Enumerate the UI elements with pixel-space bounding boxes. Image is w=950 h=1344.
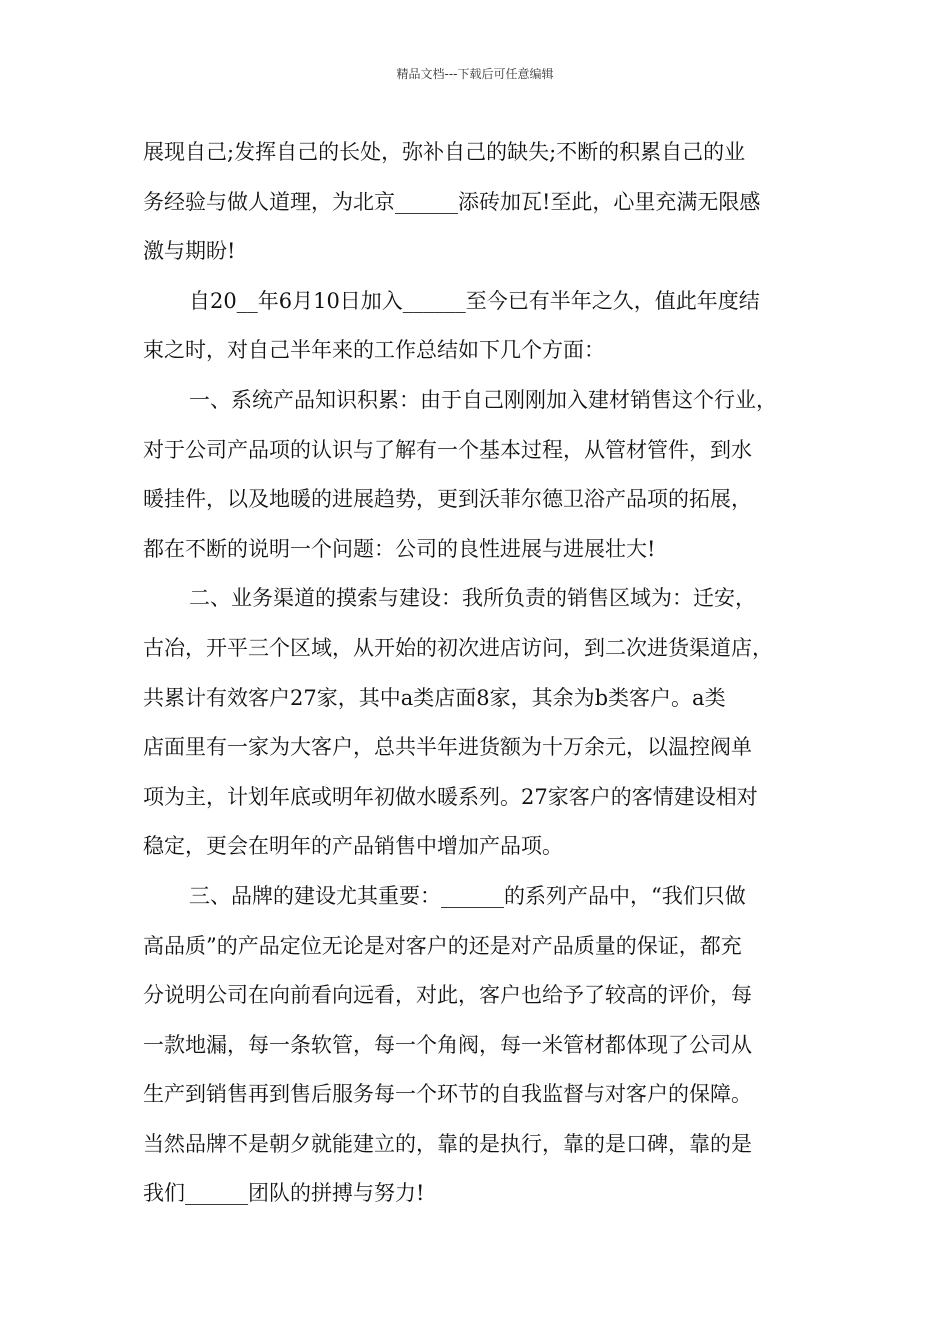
text-line: 古冶，开平三个区域，从开始的初次进店访问，到二次进货渠道店， <box>143 635 773 660</box>
text-line: 一款地漏，每一条软管，每一个角阀，每一米管材都体现了公司从 <box>143 1032 752 1057</box>
text-line: 生产到销售再到售后服务每一个环节的自我监督与对客户的保障。 <box>143 1082 752 1107</box>
text-line: 三、品牌的建设尤其重要：______的系列产品中，“我们只做 <box>189 883 746 908</box>
paragraph-2 <box>143 277 829 376</box>
text-line: 二、业务渠道的摸索与建设：我所负责的销售区域为：迁安， <box>189 586 756 611</box>
text-line: 自20__年6月10日加入______至今已有半年之久，值此年度结 <box>189 288 760 313</box>
text-line: 分说明公司在向前看向远看，对此，客户也给予了较高的评价，每 <box>143 983 752 1008</box>
text-line: 暖挂件，以及地暖的进展趋势，更到沃菲尔德卫浴产品项的拓展， <box>143 487 752 512</box>
text-line: 我们______团队的拼搏与努力! <box>143 1181 425 1206</box>
paragraph-5 <box>143 872 829 1219</box>
text-line: 束之时，对自己半年来的工作总结如下几个方面： <box>143 338 605 363</box>
text-line: 务经验与做人道理，为北京______添砖加瓦!至此，心里充满无限感 <box>143 189 761 214</box>
text-line: 店面里有一家为大客户，总共半年进货额为十万余元，以温控阀单 <box>143 735 752 760</box>
text-line: 共累计有效客户27家，其中a类店面8家，其余为b类客户。a类 <box>143 685 726 710</box>
paragraph-1 <box>143 128 829 277</box>
text-line: 对于公司产品项的认识与了解有一个基本过程，从管材管件，到水 <box>143 437 752 462</box>
document-body <box>143 128 829 1219</box>
text-line: 激与期盼! <box>143 239 236 264</box>
text-line: 稳定，更会在明年的产品销售中增加产品项。 <box>143 834 563 859</box>
text-line: 当然品牌不是朝夕就能建立的，靠的是执行，靠的是口碑，靠的是 <box>143 1131 752 1156</box>
paragraph-3 <box>143 376 829 574</box>
text-line: 展现自己;发挥自己的长处，弥补自己的缺失;不断的积累自己的业 <box>143 140 746 164</box>
paragraph-4 <box>143 574 829 872</box>
text-line: 一、系统产品知识积累：由于自己刚刚加入建材销售这个行业， <box>189 387 777 412</box>
text-line: 高品质”的产品定位无论是对客户的还是对产品质量的保证，都充 <box>143 933 742 958</box>
page-header: 精品文档---下载后可任意编辑 <box>396 67 554 81</box>
text-line: 项为主，计划年底或明年初做水暖系列。27家客户的客情建设相对 <box>143 784 758 809</box>
text-line: 都在不断的说明一个问题：公司的良性进展与进展壮大! <box>143 536 656 561</box>
